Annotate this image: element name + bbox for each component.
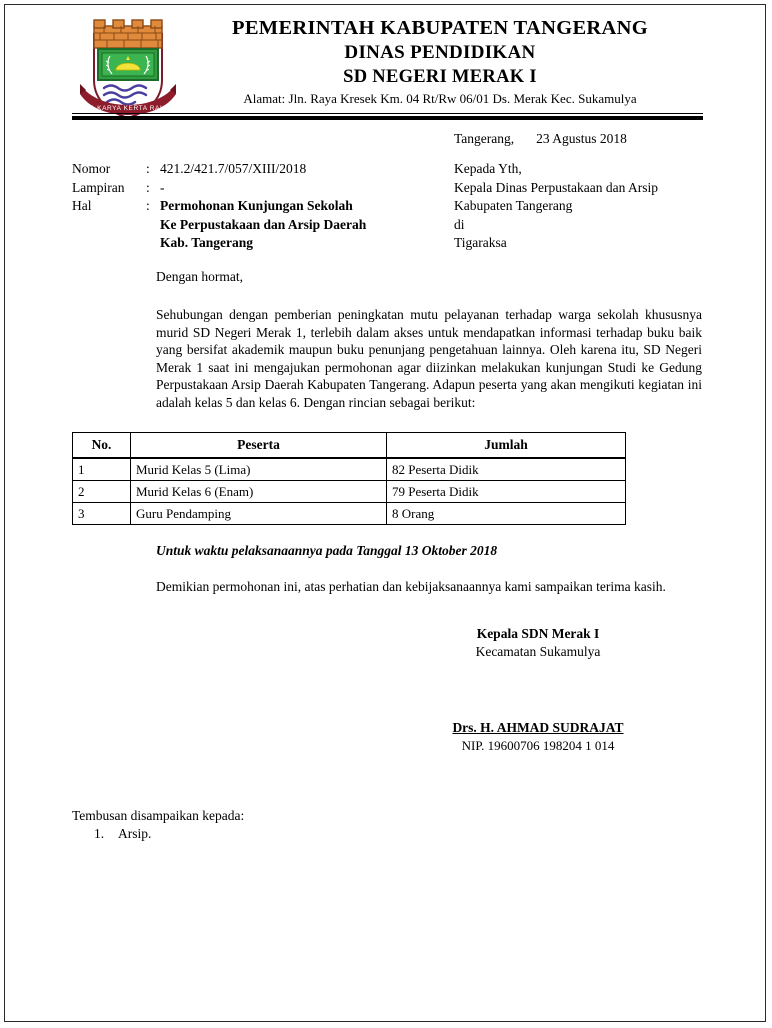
signatory-nip: NIP. 19600706 198204 1 014	[461, 738, 615, 754]
cc-item-number: 1.	[94, 826, 105, 842]
dateline-city: Tangerang,	[454, 131, 515, 146]
signatory-name: Drs. H. AHMAD SUDRAJAT	[452, 720, 624, 736]
salutation: Dengan hormat,	[156, 269, 243, 284]
cell-jumlah: 82 Peserta Didik	[387, 458, 626, 481]
reference-block	[72, 160, 422, 253]
cell-no: 1	[73, 458, 131, 481]
lampiran-value: -	[160, 179, 165, 195]
closing-paragraph: Demikian permohonan ini, atas perhatian dan kebijaksanaannya kami sampaikan terima kasih.	[156, 578, 666, 594]
dateline	[454, 130, 627, 149]
table-row	[73, 502, 626, 524]
table-header-no: No.	[73, 432, 131, 458]
addressee-line-3: Kabupaten Tangerang	[454, 198, 573, 213]
gov-name: PEMERINTAH KABUPATEN TANGERANG	[232, 17, 648, 39]
cell-peserta: Murid Kelas 6 (Enam)	[131, 480, 387, 502]
signature-space	[452, 661, 623, 719]
hal-label: Hal	[72, 198, 92, 213]
school-address: Alamat: Jln. Raya Kresek Km. 04 Rt/Rw 06/01 Ds. Merak Kec. Sukamulya	[243, 91, 637, 106]
dateline-date: 23 Agustus 2018	[536, 131, 627, 146]
lampiran-label: Lampiran	[72, 179, 125, 195]
letter-body	[72, 268, 704, 412]
nomor-value: 421.2/421.7/057/XIII/2018	[160, 161, 307, 176]
letterhead-divider	[72, 113, 703, 120]
nomor-label: Nomor	[72, 161, 111, 176]
addressee-line-1: Kepada Yth,	[454, 161, 522, 176]
reference-row-hal	[72, 197, 422, 216]
cell-no: 3	[73, 502, 131, 524]
school-name: SD NEGERI MERAK I	[343, 67, 537, 87]
svg-text:SATYA KARYA KERTA RAHARJA: SATYA KARYA KERTA RAHARJA	[76, 105, 180, 112]
divider-thick-line	[72, 116, 703, 120]
cell-peserta: Guru Pendamping	[131, 502, 387, 524]
cc-heading: Tembusan disampaikan kepada:	[72, 808, 245, 824]
signature-subtitle: Kecamatan Sukamulya	[475, 644, 601, 660]
addressee-line-2: Kepala Dinas Perpustakaan dan Arsip	[454, 179, 658, 195]
cc-list	[72, 825, 704, 843]
carbon-copy-block	[72, 807, 704, 843]
cell-jumlah: 79 Peserta Didik	[387, 480, 626, 502]
list-item	[94, 825, 704, 843]
department-name: DINAS PENDIDIKAN	[344, 42, 536, 63]
reference-row-lampiran	[72, 179, 422, 198]
table-header-row	[73, 432, 626, 458]
lampiran-colon: :	[146, 179, 150, 195]
table-row	[73, 480, 626, 502]
table-header-peserta: Peserta	[131, 432, 387, 458]
reference-row-nomor	[72, 160, 422, 179]
schedule-note: Untuk waktu pelaksanaannya pada Tanggal 13 Oktober 2018	[156, 542, 498, 558]
hal-value-line1: Permohonan Kunjungan Sekolah	[160, 198, 353, 213]
cell-peserta: Murid Kelas 5 (Lima)	[131, 458, 387, 481]
addressee-line-4: di	[454, 216, 465, 232]
coat-of-arms-icon	[76, 18, 180, 124]
addressee-line-5: Tigaraksa	[454, 235, 507, 250]
nomor-colon: :	[146, 161, 150, 176]
participants-table	[72, 432, 626, 525]
hal-value-line2: Ke Perpustakaan dan Arsip Daerah	[160, 216, 367, 232]
letterhead	[72, 16, 704, 112]
table-row	[73, 458, 626, 481]
cell-jumlah: 8 Orang	[387, 502, 626, 524]
cell-no: 2	[73, 480, 131, 502]
body-paragraph: Sehubungan dengan pemberian peningkatan mutu pelayanan terhadap warga sekolah khususnya murid SD Negeri Merak 1, terlebih dalam akses untuk mendapatkan informasi terhadap buku baik yang bersifat akademik maupun buku penunjang pengetahuan lainnya. Oleh karena itu, SD Negeri Merak 1 saat ini mengajukan permohonan agar diizinkan melakukan kunjungan Studi ke Gedung Perpustakaan Arsip Daerah Kabupaten Tangerang. Adapun peserta yang akan mengikuti kegiatan ini adalah kelas 5 dan kelas 6. Dengan rincian sebagai berikut:	[156, 307, 702, 410]
hal-value-line3: Kab. Tangerang	[160, 235, 254, 250]
signature-block	[72, 625, 704, 755]
hal-colon: :	[146, 198, 150, 213]
cc-item-text: Arsip.	[118, 826, 152, 842]
addressee-block	[454, 160, 754, 253]
signature-title: Kepala SDN Merak I	[476, 626, 600, 642]
table-header-jumlah: Jumlah	[387, 432, 626, 458]
participants-table-wrapper	[72, 432, 704, 525]
